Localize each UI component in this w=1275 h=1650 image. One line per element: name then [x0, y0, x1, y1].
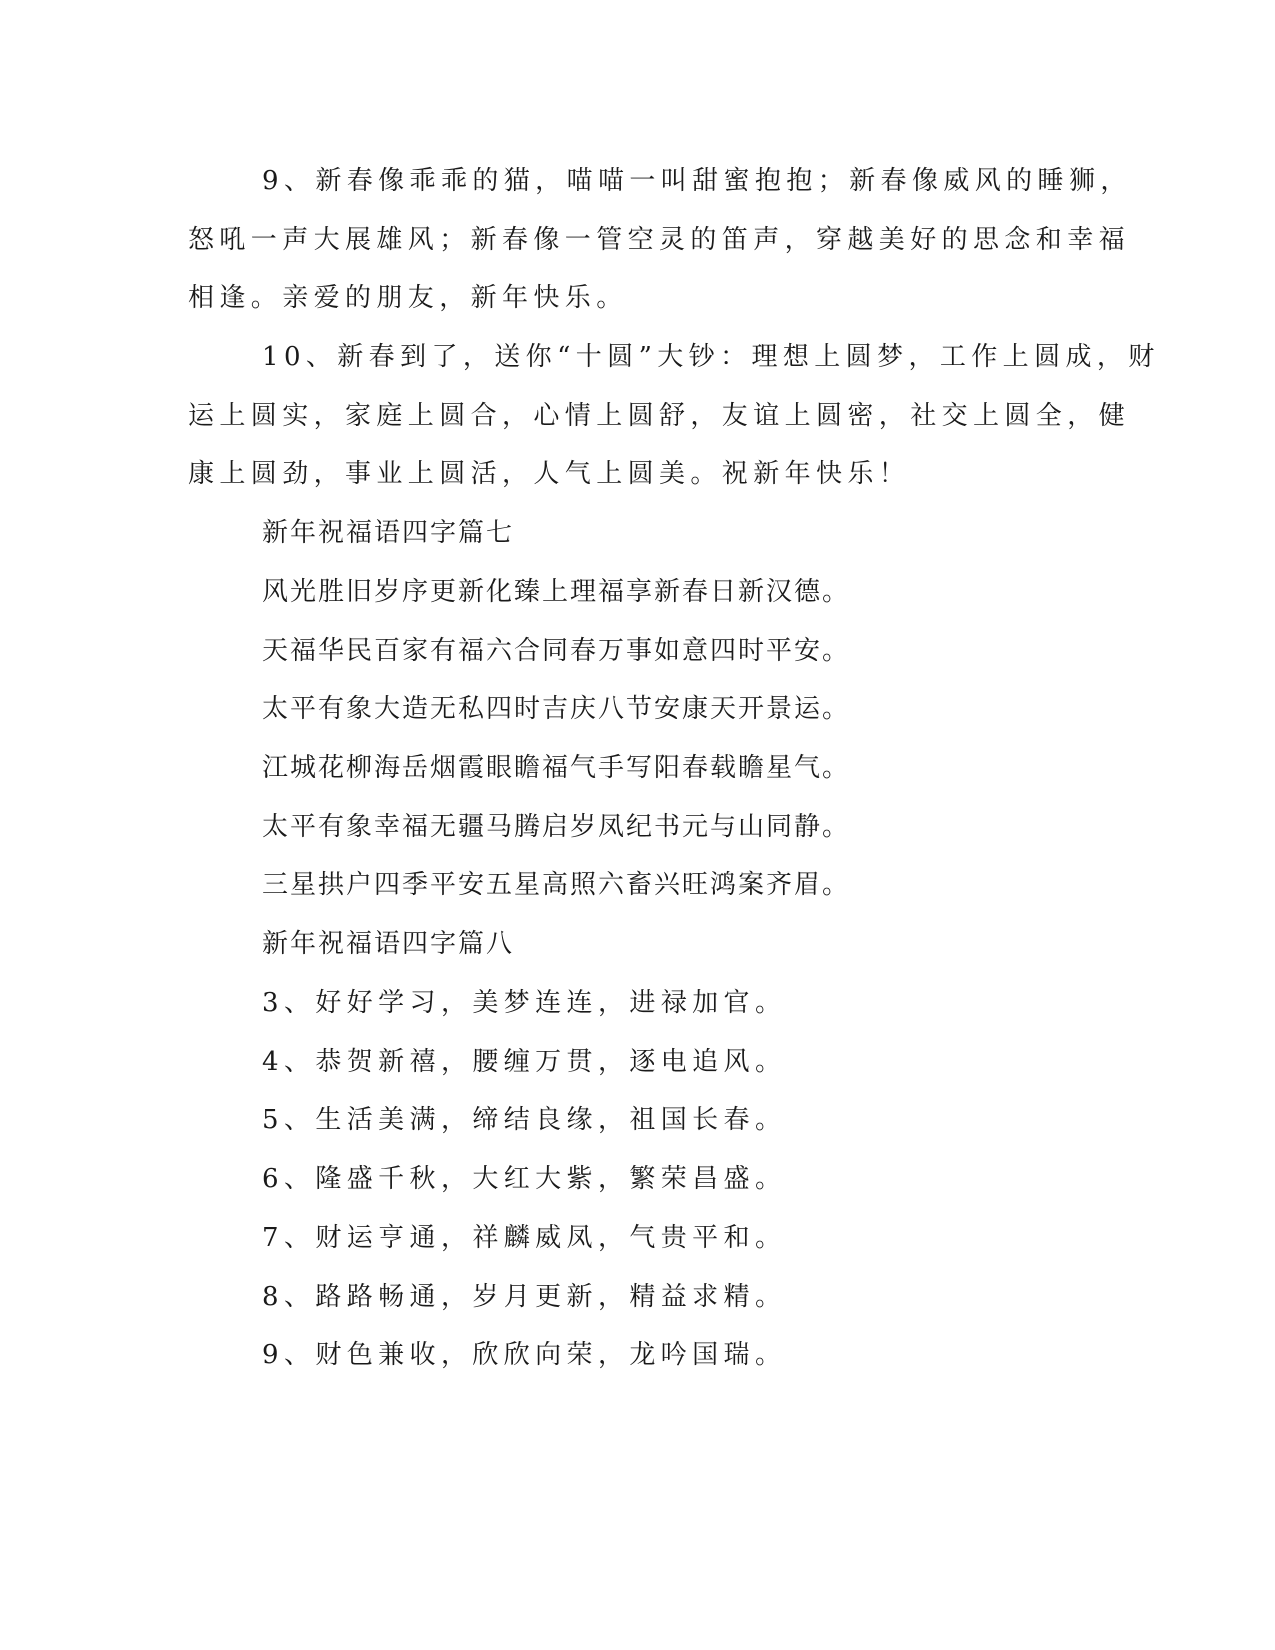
paragraph-10-line-2: 运上圆实，家庭上圆合，心情上圆舒，友谊上圆密，社交上圆全，健: [188, 401, 1131, 431]
paragraph-9-line-3: 相逢。亲爱的朋友，新年快乐。: [188, 283, 628, 313]
section-8-item: 9、财色兼收，欣欣向荣，龙吟国瑞。: [262, 1340, 787, 1370]
section-8-item: 5、生活美满，缔结良缘，祖国长春。: [262, 1105, 787, 1135]
section-8-item: 4、恭贺新禧，腰缠万贯，逐电追风。: [262, 1047, 787, 1077]
section-7-line: 江城花柳海岳烟霞眼瞻福气手写阳春载瞻星气。: [262, 753, 851, 783]
section-8-item: 8、路路畅通，岁月更新，精益求精。: [262, 1282, 787, 1312]
section-7-line: 风光胜旧岁序更新化臻上理福享新春日新汉德。: [262, 577, 851, 607]
section-8-heading: 新年祝福语四字篇八: [262, 929, 515, 959]
paragraph-10-line-1: 10、新春到了，送你“十圆”大钞：理想上圆梦，工作上圆成，财: [262, 342, 1160, 372]
section-8-item: 3、好好学习，美梦连连，进禄加官。: [262, 988, 787, 1018]
section-8-item: 6、隆盛千秋，大红大紫，繁荣昌盛。: [262, 1164, 787, 1194]
section-7-line: 太平有象幸福无疆马腾启岁凤纪书元与山同静。: [262, 812, 851, 842]
section-7-heading: 新年祝福语四字篇七: [262, 518, 515, 548]
section-7-line: 太平有象大造无私四时吉庆八节安康天开景运。: [262, 694, 851, 724]
paragraph-9-line-2: 怒吼一声大展雄风；新春像一管空灵的笛声，穿越美好的思念和幸福: [188, 225, 1131, 255]
section-8-item: 7、财运亨通，祥麟威凤，气贵平和。: [262, 1223, 787, 1253]
paragraph-10-line-3: 康上圆劲，事业上圆活，人气上圆美。祝新年快乐！: [188, 459, 911, 489]
paragraph-9-line-1: 9、新春像乖乖的猫，喵喵一叫甜蜜抱抱；新春像威风的睡狮，: [262, 166, 1132, 196]
section-7-line: 三星拱户四季平安五星高照六畜兴旺鸿案齐眉。: [262, 870, 851, 900]
section-7-line: 天福华民百家有福六合同春万事如意四时平安。: [262, 636, 851, 666]
